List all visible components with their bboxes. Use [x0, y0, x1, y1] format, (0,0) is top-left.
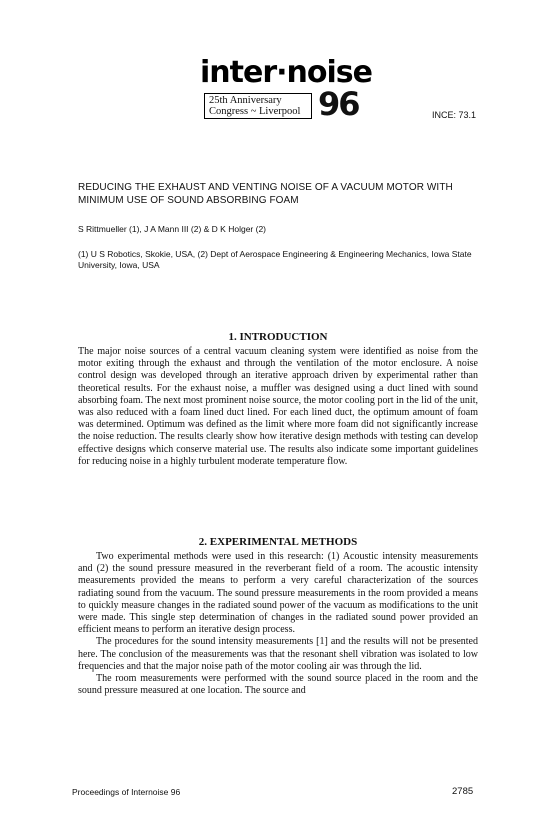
- methods-paragraph-1: Two experimental methods were used in this research: (1) Acoustic intensity measurements and (2) the sound pressure measured in the reverberant field of a room. The acoustic intensity measurements provided the means to perform a very careful characterization of the sources radiating sound from the vacuum. The sound pressure measurements in the room provided a means to quickly measure changes in the radiated sound power of the vacuum as modifications to the unit were made. This single step determination of changes in the radiated sound power provided an efficient means to perform an iterative design process.: [78, 551, 478, 636]
- paper-title: REDUCING THE EXHAUST AND VENTING NOISE OF A VACUUM MOTOR WITH MINIMUM USE OF SOUND ABSORBING FOAM: [78, 182, 453, 206]
- logo-year: 96: [318, 85, 359, 123]
- page-number: 2785: [452, 786, 474, 797]
- methods-body: [78, 551, 478, 697]
- section-heading-methods: 2. EXPERIMENTAL METHODS: [198, 536, 358, 548]
- logo-wordmark: inter·noise: [200, 55, 372, 90]
- footer-proceedings: Proceedings of Internoise 96: [72, 787, 181, 797]
- section-heading-introduction: 1. INTRODUCTION: [228, 331, 328, 343]
- anniversary-line-1: 25th Anniversary: [209, 95, 282, 106]
- ince-code: INCE: 73.1: [432, 110, 477, 120]
- internoise-logo: [200, 55, 372, 123]
- paper-affiliations: (1) U S Robotics, Skokie, USA, (2) Dept of Aerospace Engineering & Engineering Mechanics, Iowa State University, Iowa, USA: [78, 249, 472, 270]
- methods-paragraph-3: The room measurements were performed with the sound source placed in the room and the sound pressure measured at one location. The source and: [78, 673, 478, 697]
- anniversary-line-2: Congress ~ Liverpool: [209, 106, 301, 117]
- introduction-paragraph: The major noise sources of a central vacuum cleaning system were identified as noise from the motor exiting through the exhaust and through the ventilation of the motor enclosure. A noise control design was developed through an iterative approach driven by experimental rather than theoretical results. For the exhaust noise, a muffler was designed using a duct lined with sound absorbing foam. The next most prominent noise source, the motor cooling port in the lid of the unit, was also reduced with a foam lined duct lined. For each lined duct, the optimum amount of foam was determined. Optimum was defined as the limit where more foam did not significantly increase the noise reduction. The results clearly show how iterative design methods with testing can develop effective designs which conserve material use. The results also indicate some important guidelines for reducing noise in a highly turbulent moderate temperature flow.: [78, 346, 478, 467]
- methods-paragraph-2: The procedures for the sound intensity measurements [1] and the results will not be presented here. The conclusion of the measurements was that the resonant shell vibration was isolated to low frequencies and that the major noise path of the motor cooling air was through the lid.: [78, 636, 478, 672]
- paper-authors: S Rittmueller (1), J A Mann III (2) & D K Holger (2): [78, 224, 267, 234]
- anniversary-box: [204, 93, 312, 119]
